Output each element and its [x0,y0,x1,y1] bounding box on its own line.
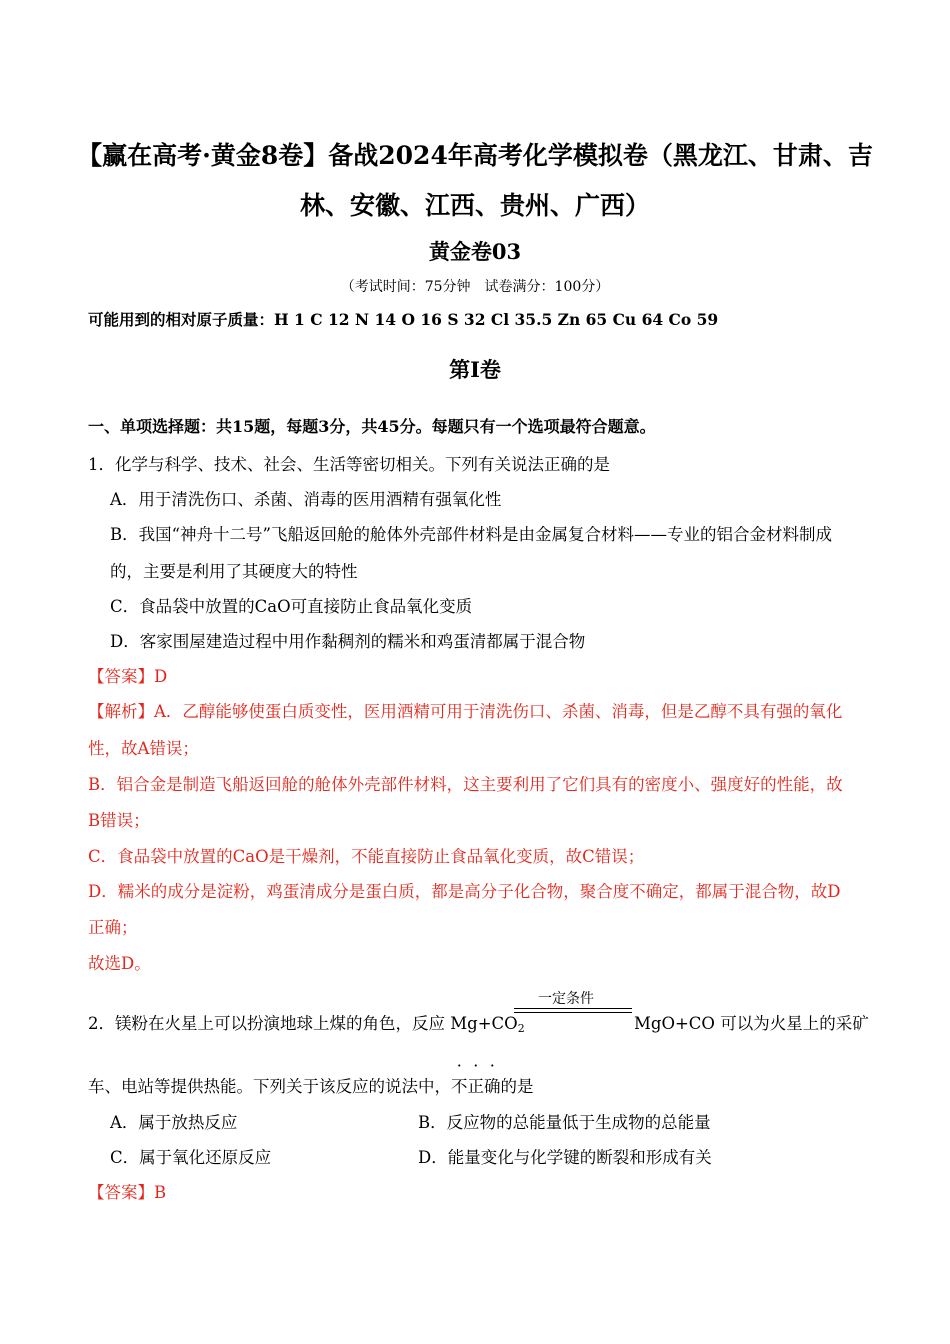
reaction-arrow-bottom [514,1012,632,1013]
q1-analysis-line4: B错误； [88,811,150,830]
q1-analysis-line7: 正确； [88,918,138,937]
exam-info: （考试时间：75分钟 试卷满分：100分） [340,279,610,295]
q1-analysis-line5: C．食品袋中放置的CaO是干燥剂，不能直接防止食品氧化变质，故C错误； [88,847,645,866]
q1-analysis-line8: 故选D。 [88,954,151,973]
section-title: 第Ⅰ卷 [449,357,501,382]
q2-answer: 【答案】B [88,1183,167,1202]
q1-option-b-line2: 的，主要是利用了其硬度大的特性 [110,562,358,581]
q1-option-d: D．客家围屋建造过程中用作黏稠剂的糯米和鸡蛋清都属于混合物 [110,632,586,651]
q1-stem: 1．化学与科学、技术、社会、生活等密切相关。下列有关说法正确的是 [88,455,610,474]
reaction-condition: 一定条件 [538,991,594,1007]
q1-analysis-line2: 性，故A错误； [88,739,199,758]
atomic-masses: 可能用到的相对原子质量：H 1 C 12 N 14 O 16 S 32 Cl 35.5 Zn 65 Cu 64 Co 59 [88,310,719,329]
q1-analysis-line6: D．糯米的成分是淀粉，鸡蛋清成分是蛋白质，都是高分子化合物，聚合度不确定，都属于混合物，故D [88,882,841,901]
q1-option-c: C．食品袋中放置的CaO可直接防止食品氧化变质 [110,597,473,616]
q2-option-b: B．反应物的总能量低于生成物的总能量 [418,1113,711,1132]
q1-analysis-line1: 【解析】A．乙醇能够使蛋白质变性，医用酒精可用于清洗伤口、杀菌、消毒，但是乙醇不具有强的氧化 [88,702,843,721]
q2-option-a: A．属于放热反应 [110,1113,238,1132]
emphasis-char-3: 确 [484,1077,501,1096]
emphasis-char-2: 正 [467,1077,484,1096]
co2-subscript: 2 [517,1022,525,1035]
q1-analysis-line3: B．铝合金是制造飞船返回舱的舱体外壳部件材料，这主要利用了它们具有的密度小、强度好的性能，故 [88,775,843,794]
q2-stem-line2 [88,1073,534,1097]
q2-stem-text1: 2．镁粉在火星上可以扮演地球上煤的角色，反应 Mg+CO [88,1014,518,1033]
q2-option-c: C．属于氧化还原反应 [110,1148,272,1167]
q2-stem-part1 [88,1010,525,1035]
q1-option-a: A．用于清洗伤口、杀菌、消毒的医用酒精有强氧化性 [110,490,502,509]
q2-stem-part2: MgO+CO 可以为火星上的采矿 [634,1014,869,1033]
section-instruction: 一、单项选择题：共15题，每题3分，共45分。每题只有一个选项最符合题意。 [88,417,656,436]
q2-stem-line2-a: 车、电站等提供热能。下列关于该反应的说法中， [88,1077,451,1096]
q2-option-d: D．能量变化与化学键的断裂和形成有关 [418,1148,712,1167]
q1-option-b-line1: B．我国“神舟十二号”飞船返回舱的舱体外壳部件材料是由金属复合材料——专业的铝合金材料制成 [110,525,832,544]
exam-title-line2: 林、安徽、江西、贵州、广西） [299,191,650,220]
q1-answer: 【答案】D [88,667,168,686]
exam-title-line1: 【赢在高考·黄金8卷】备战2024年高考化学模拟卷（黑龙江、甘肃、吉 [77,141,873,170]
q2-stem-line2-b: 的是 [500,1077,534,1096]
paper-subtitle: 黄金卷03 [428,239,522,264]
reaction-arrow-top [514,1008,632,1009]
emphasis-char-1: 不 [451,1077,468,1096]
